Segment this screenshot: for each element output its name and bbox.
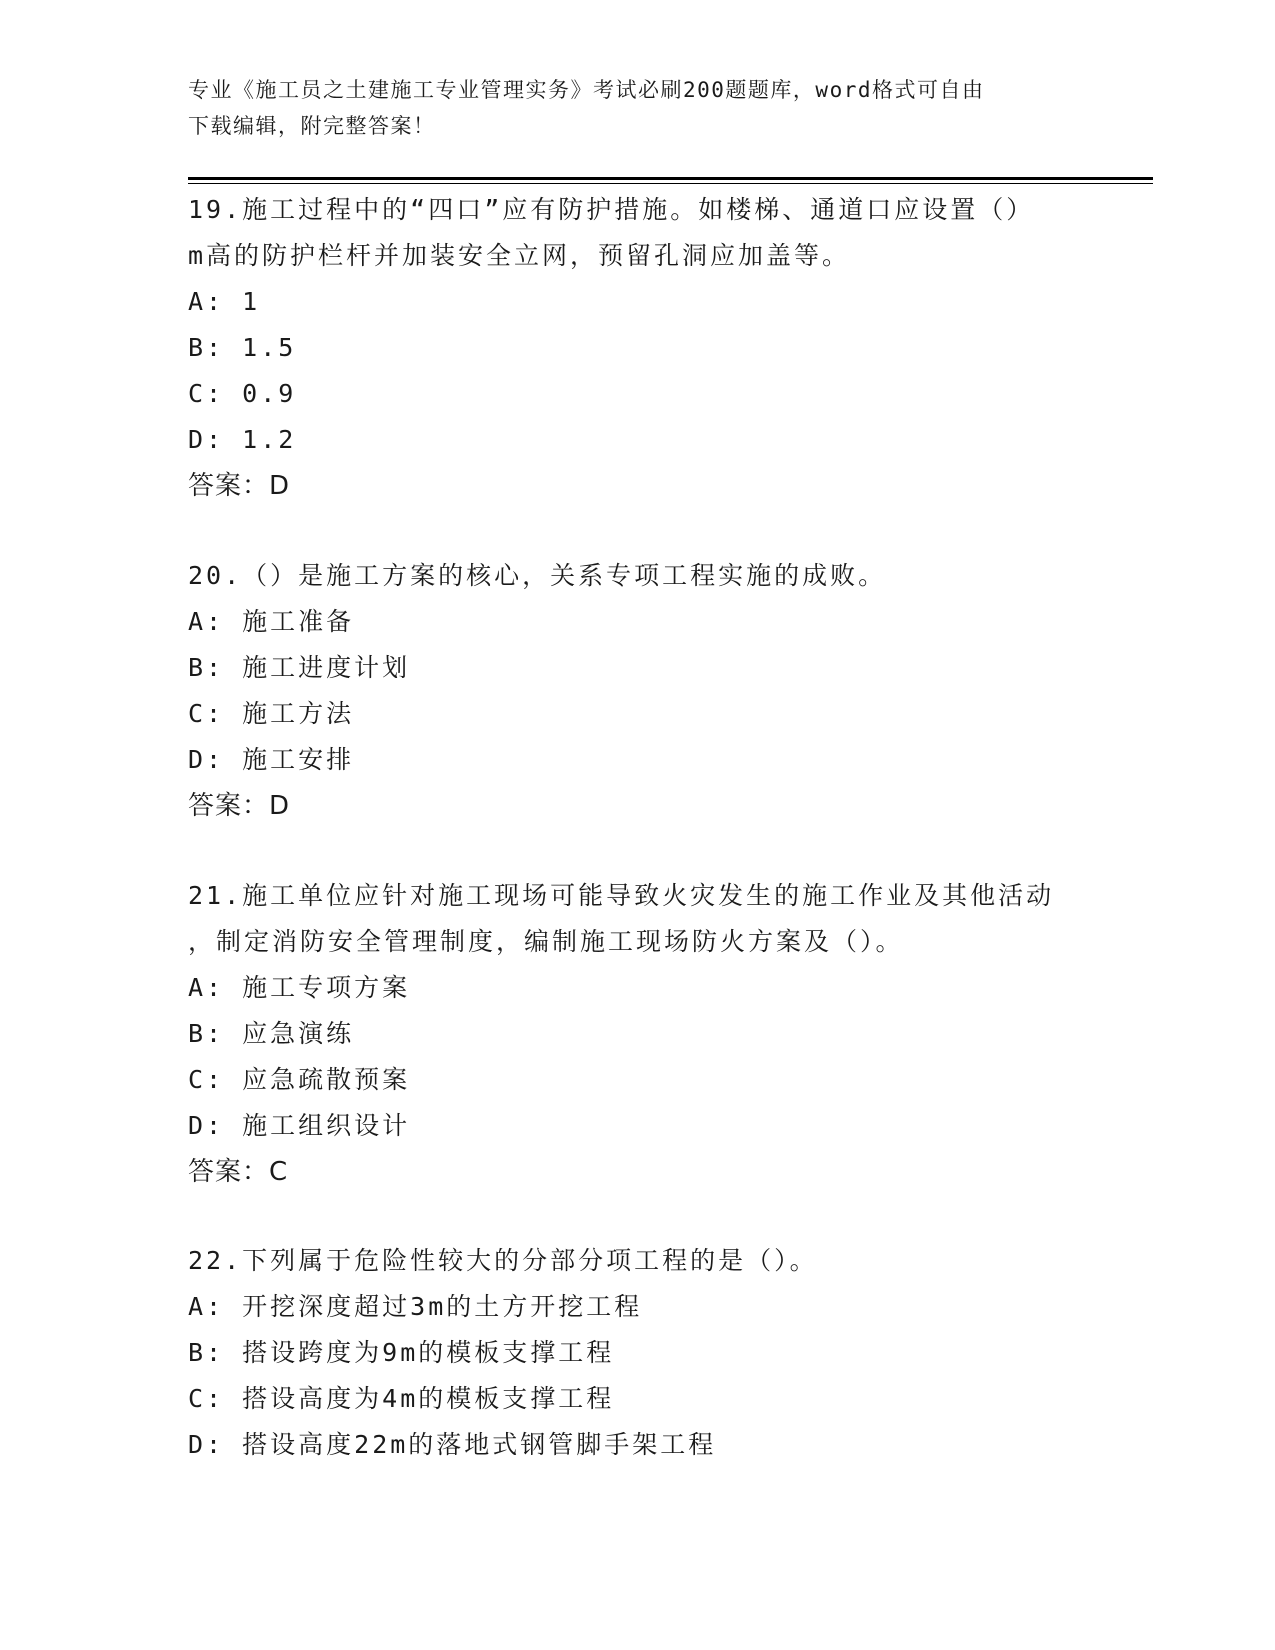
- header-divider-thick: [188, 177, 1153, 180]
- option-d: D: 1.2: [188, 425, 297, 454]
- option-d: D: 施工安排: [188, 745, 355, 774]
- answer-line: 答案：C: [188, 1157, 289, 1187]
- option-d: D: 搭设高度22m的落地式钢管脚手架工程: [188, 1430, 717, 1459]
- option-c: C: 应急疏散预案: [188, 1065, 411, 1094]
- header-line-2: 下载编辑，附完整答案！: [188, 114, 436, 138]
- question-21: [188, 873, 1088, 1195]
- question-19: [188, 187, 1088, 509]
- answer-line: 答案：D: [188, 471, 291, 501]
- option-a: A: 施工准备: [188, 607, 355, 636]
- option-d: D: 施工组织设计: [188, 1111, 411, 1140]
- header-divider-thin: [188, 183, 1153, 184]
- option-a: A: 1: [188, 287, 261, 316]
- option-c: C: 施工方法: [188, 699, 355, 728]
- question-stem-line: 21.施工单位应针对施工现场可能导致火灾发生的施工作业及其他活动: [188, 881, 1055, 910]
- option-b: B: 施工进度计划: [188, 653, 411, 682]
- option-a: A: 施工专项方案: [188, 973, 411, 1002]
- option-c: C: 0.9: [188, 379, 297, 408]
- question-stem-line: 20.（）是施工方案的核心，关系专项工程实施的成败。: [188, 561, 887, 590]
- question-stem-line: 19.施工过程中的“四口”应有防护措施。如楼梯、通道口应设置（）: [188, 195, 1035, 224]
- option-a: A: 开挖深度超过3m的土方开挖工程: [188, 1292, 643, 1321]
- question-20: [188, 553, 1088, 829]
- question-22: [188, 1238, 1088, 1468]
- option-c: C: 搭设高度为4m的模板支撑工程: [188, 1384, 615, 1413]
- question-stem-line: ，制定消防安全管理制度，编制施工现场防火方案及（）。: [188, 927, 904, 956]
- answer-line: 答案：D: [188, 791, 291, 821]
- question-stem-line: 22.下列属于危险性较大的分部分项工程的是（）。: [188, 1246, 818, 1275]
- option-b: B: 1.5: [188, 333, 297, 362]
- option-b: B: 搭设跨度为9m的模板支撑工程: [188, 1338, 615, 1367]
- option-b: B: 应急演练: [188, 1019, 355, 1048]
- question-stem-line: m高的防护栏杆并加装安全立网，预留孔洞应加盖等。: [188, 241, 851, 270]
- header-line-1: 专业《施工员之土建施工专业管理实务》考试必刷200题题库，word格式可自由: [188, 78, 985, 102]
- document-header: [188, 72, 1088, 144]
